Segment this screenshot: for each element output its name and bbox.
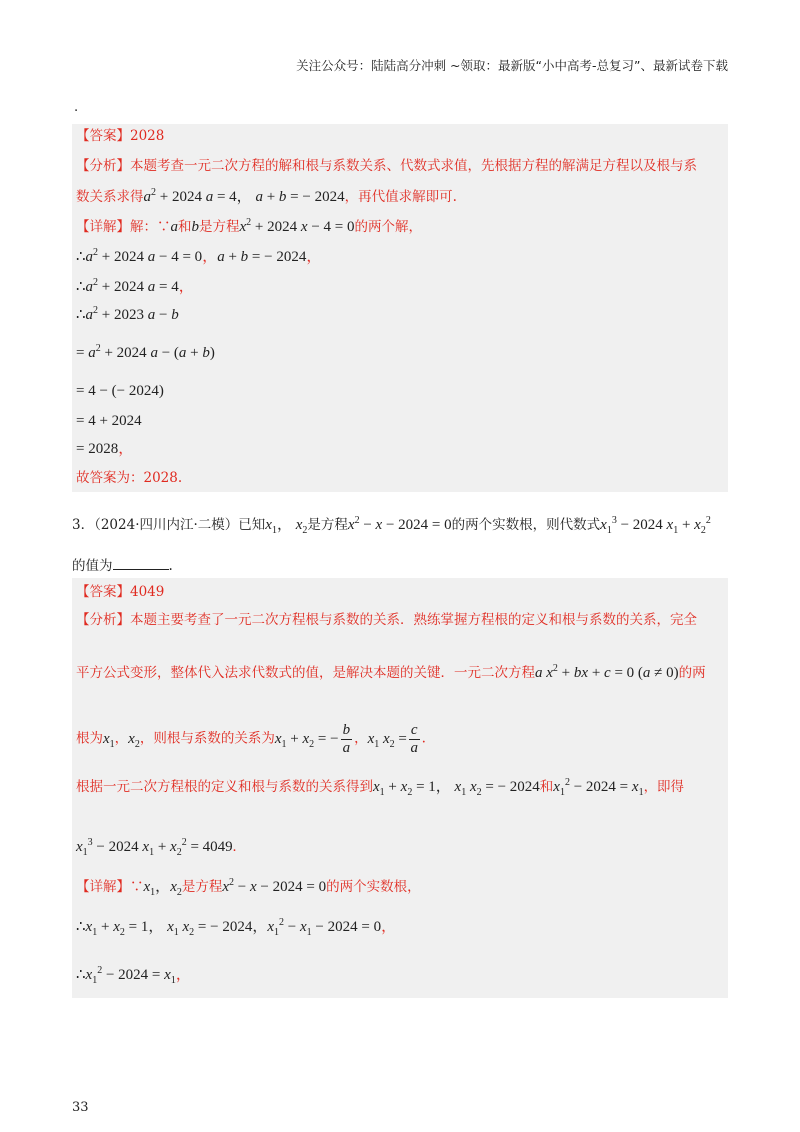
- analysis-result: $x_1^3 - 2024$ $x_1 + x_2^2 = 4049$.: [76, 837, 237, 858]
- stray-mark: .: [74, 100, 79, 115]
- answer-value: 4049: [130, 584, 165, 600]
- analysis-line: [76, 160, 697, 174]
- analysis-line-3: 根为$x_1$，$x_2$，则根与系数的关系为$x_1 + x_2$ = − $\frac{b}{a}$ ，$x_1$ $x_2$ = $\frac{c}{a}$ .: [76, 722, 426, 756]
- answer-block-1: [72, 124, 728, 492]
- step-5: = 4 − (− 2024): [76, 383, 164, 399]
- question-3: 3．（2024·四川内江·二模）已知$x_1$， $x_2$是方程$x^2 - x - 2024 = 0$的两个实数根，则代数式$x_1^3 - 2024$ $x_1 + x_2^2$: [72, 515, 711, 536]
- detail-line: 【详解】解：∵a和b是方程$x^2 + 2024$ x − 4 = 0的两个解，: [76, 217, 422, 235]
- detail-tag: 【详解】: [76, 219, 130, 235]
- step-6: = 4 + 2024: [76, 413, 142, 429]
- question-3-line-2: 的值为 .: [72, 558, 173, 574]
- analysis-text: 本题考查一元二次方程的解和根与系数关系、代数式求值，先根据方程的解满足方程以及根与系: [130, 158, 697, 174]
- answer-value: 2028: [130, 128, 165, 144]
- page-number: 33: [72, 1100, 89, 1115]
- answer-blank: [113, 557, 169, 570]
- answer-block-2: [72, 578, 728, 998]
- answer-tag: 【答案】: [76, 128, 130, 144]
- analysis-line-1: 【分析】本题主要考查了一元二次方程根与系数的关系．熟练掌握方程根的定义和根与系数的关系，完全: [76, 612, 697, 628]
- detail-line: 【详解】$\because x_1$，$x_2$是方程$x^2 - x - 2024 = 0$的两个实数根，: [76, 877, 421, 898]
- question-number: 3．: [72, 517, 95, 533]
- answer-tag: 【答案】: [76, 584, 130, 600]
- step-3: $\therefore a^2 + 2023$ a − b: [76, 305, 179, 323]
- step-1: $\therefore a^2 + 2024$ a − 4 = 0，a + b = − 2024，: [76, 247, 322, 265]
- step-2: $\therefore a^2 + 2024$ a = 4，: [76, 277, 194, 295]
- answer-line: [76, 586, 164, 600]
- analysis-tag: 【分析】: [76, 612, 130, 628]
- analysis-tag: 【分析】: [76, 158, 130, 174]
- step-7: = 2028，: [76, 441, 134, 457]
- detail-step-1: $\therefore x_1 + x_2 = 1$， $x_1$ $x_2$ = − 2024，$x_1^2 - x_1 - 2024 = 0$，: [76, 917, 397, 938]
- answer-line: [76, 130, 164, 144]
- step-4: = $a^2 + 2024$ a − (a + b): [76, 343, 215, 361]
- analysis-line-2: 平方公式变形，整体代入法求代数式的值，是解决本题的关键．一元二次方程a $x^2$ + bx + c = 0 (a ≠ 0)的两: [76, 663, 706, 681]
- detail-tag: 【详解】: [76, 879, 130, 895]
- page-header: 关注公众号：陆陆高分冲刺 ~领取：最新版“小中高考-总复习”、最新试卷下载: [296, 58, 728, 73]
- detail-step-2: $\therefore x_1^2 - 2024 = x_1$，: [76, 965, 191, 986]
- analysis-line-4: 根据一元二次方程根的定义和根与系数的关系得到$x_1 + x_2 = 1$， $x_1$ $x_2$ = − 2024和$x_1^2 - 2024 = x_1$，即得: [76, 777, 685, 798]
- analysis-line-2: 数关系求得$a^2 + 2024$ a = 4， a + b = − 2024，再代值求解即可.: [76, 187, 457, 205]
- conclusion: 故答案为：2028.: [76, 470, 183, 486]
